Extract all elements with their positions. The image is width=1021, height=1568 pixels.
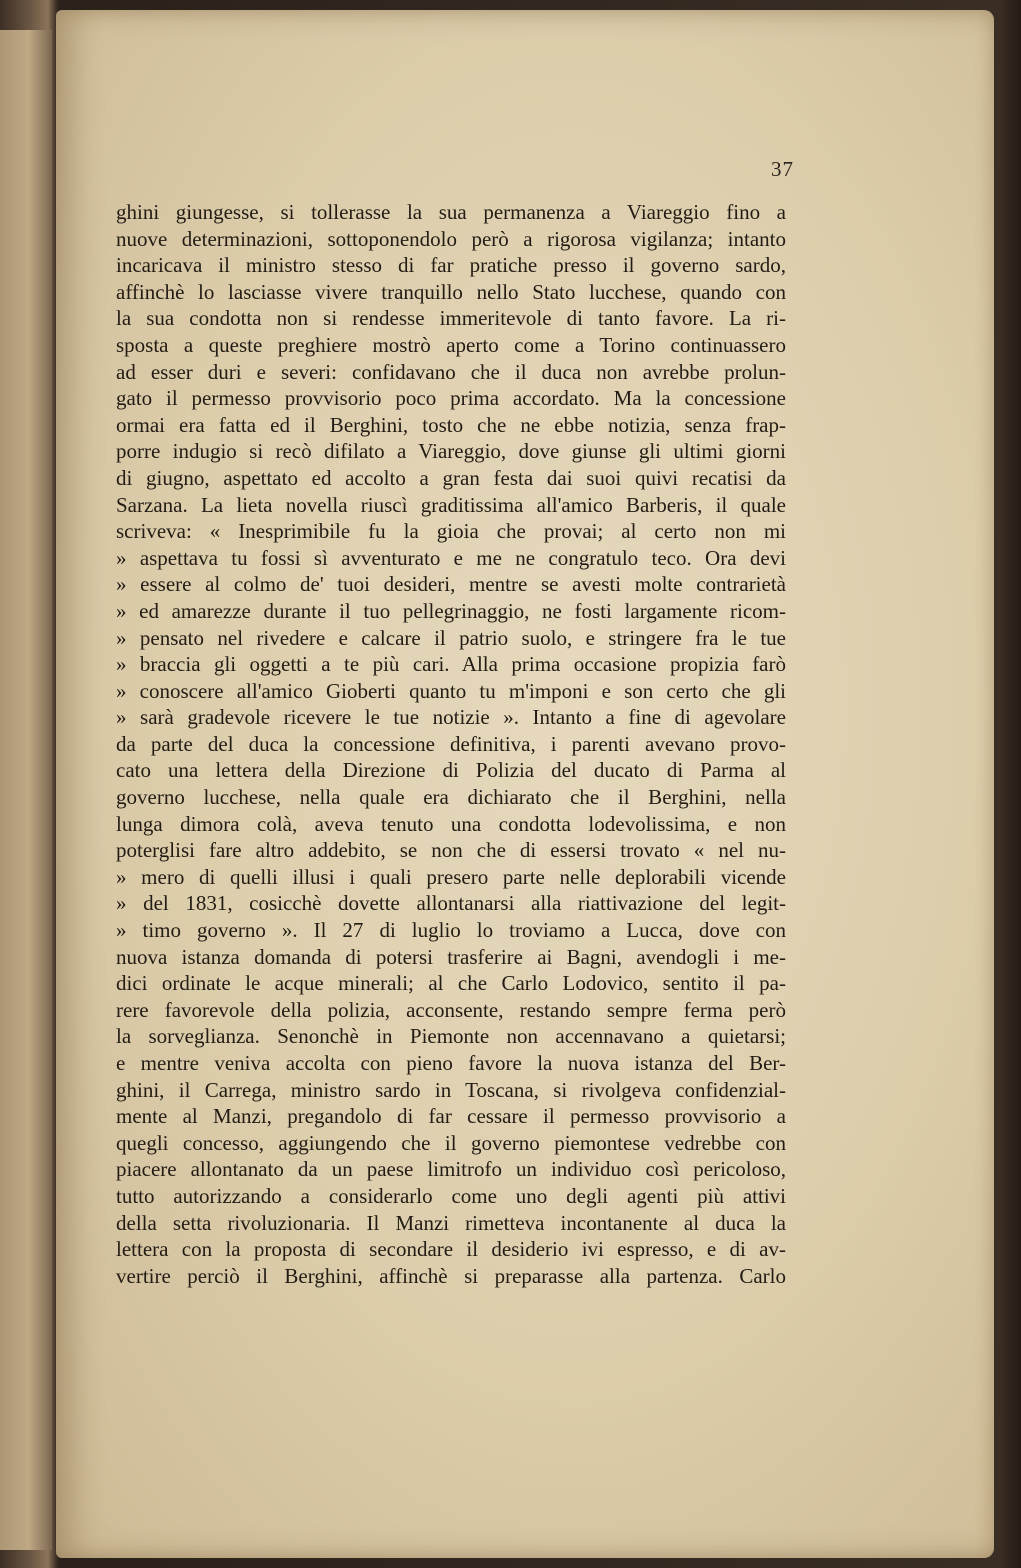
text-line: ghini, il Carrega, ministro sardo in Toscana, si rivolgeva confidenzial- [116,1077,786,1102]
text-line: dici ordinate le acque minerali; al che Carlo Lodovico, sentito il pa- [116,971,786,996]
text-line: incaricava il ministro stesso di far pratiche presso il governo sardo, [116,253,786,278]
text-line: » del 1831, cosicchè dovette allontanarsi alla riattivazione del legit- [116,891,786,916]
text-line: gato il permesso provvisorio poco prima accordato. Ma la concessione [116,386,786,411]
text-line: » essere al colmo de' tuoi desideri, mentre se avesti molte contrarietà [116,572,786,597]
text-line: lettera con la proposta di secondare il desiderio ivi espresso, e di av- [116,1237,786,1262]
text-line: affinchè lo lasciasse vivere tranquillo nello Stato lucchese, quando con [116,279,786,304]
text-line: quegli concesso, aggiungendo che il governo piemontese vedrebbe con [116,1130,786,1155]
text-line: lunga dimora colà, aveva tenuto una condotta lodevolissima, e non [116,811,786,836]
text-line: tutto autorizzando a considerarlo come uno degli agenti più attivi [116,1183,786,1208]
text-line: rere favorevole della polizia, acconsente, restando sempre ferma però [116,997,786,1022]
text-line: » timo governo ». Il 27 di luglio lo troviamo a Lucca, dove con [116,918,786,943]
text-line: governo lucchese, nella quale era dichiarato che il Berghini, nella [116,785,786,810]
page-number: 37 [771,157,794,181]
text-line: vertire perciò il Berghini, affinchè si preparasse alla partenza. Carlo [116,1263,786,1288]
text-line: mente al Manzi, pregandolo di far cessare il permesso provvisorio a [116,1104,786,1129]
text-line: di giugno, aspettato ed accolto a gran festa dai suoi quivi recatisi da [116,465,786,490]
text-line: e mentre veniva accolta con pieno favore la nuova istanza del Ber- [116,1051,786,1075]
text-line: ad esser duri e severi: confidavano che il duca non avrebbe prolun- [116,359,786,384]
text-line: poterglisi fare altro addebito, se non che di essersi trovato « nel nu- [116,838,786,863]
text-line: la sua condotta non si rendesse immeritevole di tanto favore. La ri- [116,306,786,331]
text-line: nuova istanza domanda di potersi trasferire ai Bagni, avendogli i me- [116,944,786,969]
text-line: scriveva: « Inesprimibile fu la gioia che provai; al certo non mi [116,519,786,544]
facing-page-edge [0,30,52,1550]
text-line: » conoscere all'amico Gioberti quanto tu m'imponi e son certo che gli [116,678,786,703]
text-line: sposta a queste preghiere mostrò aperto come a Torino continuassero [116,332,786,357]
text-line: ormai era fatta ed il Berghini, tosto che ne ebbe notizia, senza frap- [116,412,786,437]
text-line: la sorveglianza. Senonchè in Piemonte non accennavano a quietarsi; [116,1024,786,1049]
text-line: ghini giungesse, si tollerasse la sua permanenza a Viareggio fino a [116,200,786,224]
text-line: » mero di quelli illusi i quali presero parte nelle deplorabili vicende [116,864,786,889]
text-line: cato una lettera della Direzione di Polizia del ducato di Parma al [116,758,786,783]
text-line: nuove determinazioni, sottoponendolo però a rigorosa vigilanza; intanto [116,226,786,251]
text-line: » sarà gradevole ricevere le tue notizie ». Intanto a fine di agevolare [116,705,786,730]
text-line: » braccia gli oggetti a te più cari. Alla prima occasione propizia farò [116,652,786,677]
text-line: porre indugio si recò difilato a Viareggio, dove giunse gli ultimi giorni [116,439,786,464]
text-line: da parte del duca la concessione definitiva, i parenti avevano provo- [116,731,786,756]
text-line: » aspettava tu fossi sì avventurato e me ne congratulo teco. Ora devi [116,545,786,570]
text-line: » pensato nel rivedere e calcare il patrio suolo, e stringere fra le tue [116,625,786,650]
body-text [116,199,786,1289]
text-line: » ed amarezze durante il tuo pellegrinaggio, ne fosti largamente ricom- [116,598,786,623]
text-line: della setta rivoluzionaria. Il Manzi rimetteva incontanente al duca la [116,1210,786,1235]
text-line: Sarzana. La lieta novella riuscì graditissima all'amico Barberis, il quale [116,492,786,517]
text-line: piacere allontanato da un paese limitrofo un individuo così pericoloso, [116,1157,786,1182]
